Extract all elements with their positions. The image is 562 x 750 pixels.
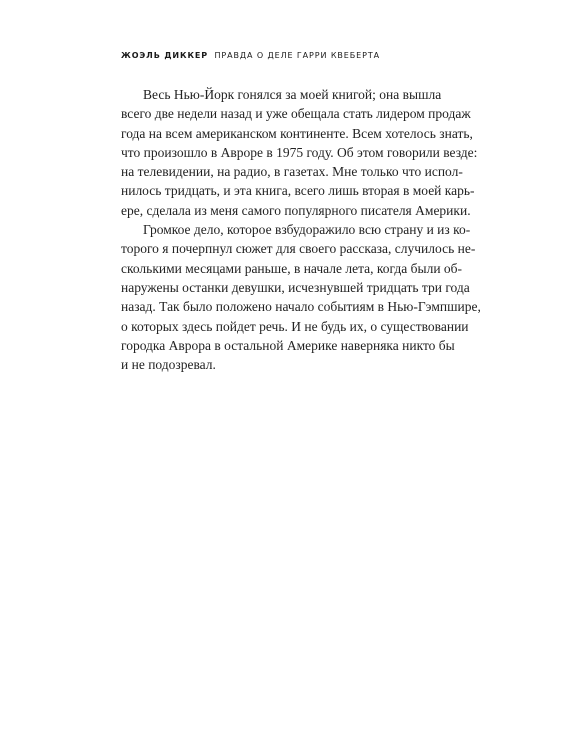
running-head [121,51,380,61]
text-line: года на всем американском континенте. Всем хотелось знать, [121,125,473,141]
running-head-author: ЖОЭЛЬ ДИККЕР [121,51,209,60]
text-line: на телевидении, на радио, в газетах. Мне только что испол- [121,164,463,180]
text-line: городка Аврора в остальной Америке наверняка никто бы [121,337,455,353]
text-line: наружены останки девушки, исчезнувшей тридцать три года [121,279,470,295]
text-line: что произошло в Авроре в 1975 году. Об этом говорили везде: [121,144,478,160]
text-line: торого я почерпнул сюжет для своего рассказа, случилось не- [121,241,476,257]
text-line: нилось тридцать, и эта книга, всего лишь вторая в моей карь- [121,183,475,199]
text-line: Громкое дело, которое взбудоражило всю страну и из ко- [143,222,471,238]
running-head-title: ПРАВДА О ДЕЛЕ ГАРРИ КВЕБЕРТА [214,51,380,60]
text-line: назад. Так было положено начало событиям в Нью-Гэмпшире, [121,299,481,315]
text-line: всего две недели назад и уже обещала стать лидером продаж [121,106,471,122]
text-line: и не подозревал. [121,357,216,373]
text-line: ере, сделала из меня самого популярного писателя Америки. [121,202,471,218]
text-line: Весь Нью-Йорк гонялся за моей книгой; она вышла [143,87,442,102]
body-text [121,85,481,374]
paragraph-2 [121,220,481,374]
text-line: о которых здесь пойдет речь. И не будь их, о существовании [121,318,469,334]
text-line: сколькими месяцами раньше, в начале лета, когда были об- [121,260,463,276]
paragraph-1 [121,85,478,220]
